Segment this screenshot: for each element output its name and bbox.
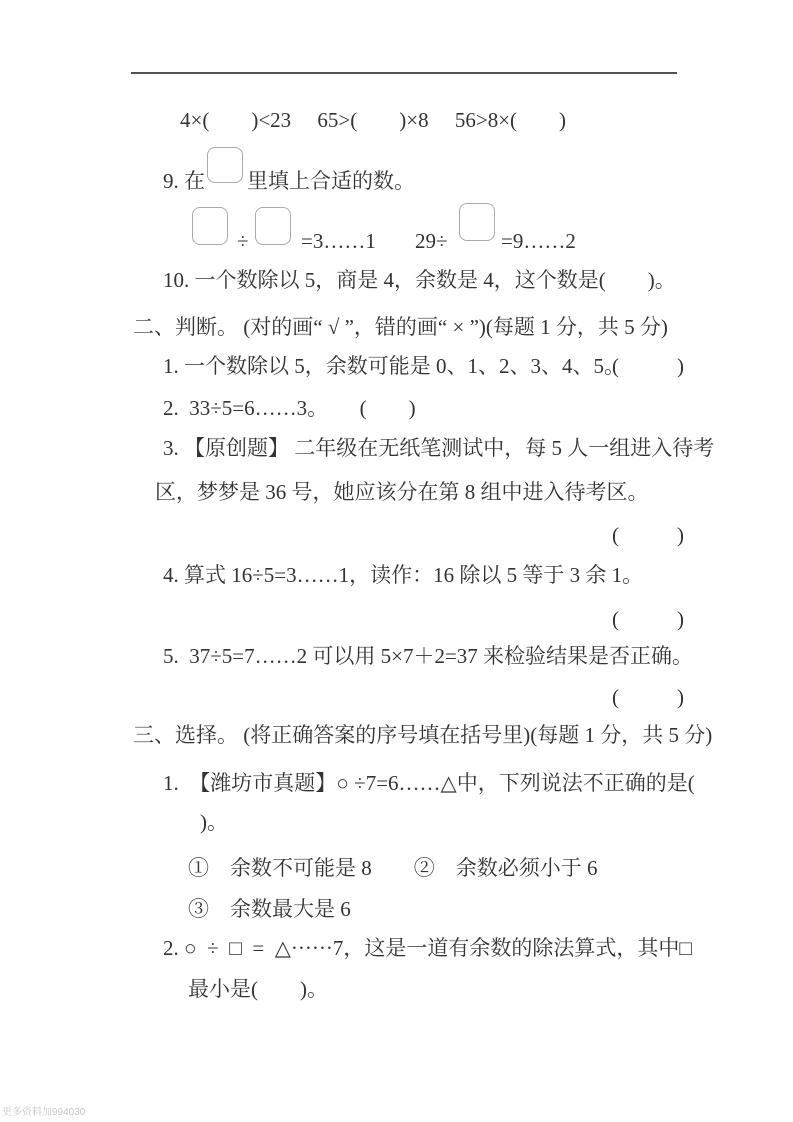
- s2-q1-answer-bracket: ( ): [612, 354, 685, 378]
- s2-q1-line: 1. 一个数除以 5，余数可能是 0、1、2、3、4、5。: [163, 354, 625, 378]
- s2-q2-line: 2. 33÷5=6……3。 ( ): [163, 396, 416, 420]
- s3-q2-line-2: 最小是( )。: [188, 977, 328, 1001]
- s3-q1-line-1: 1. 【潍坊市真题】○ ÷7=6……△中，下列说法不正确的是(: [163, 771, 695, 795]
- q10-line: 10. 一个数除以 5，商是 4，余数是 4，这个数是( )。: [163, 268, 676, 292]
- dividend-29-text: 29÷: [415, 229, 448, 253]
- division-answer-box-2: [255, 207, 291, 245]
- section2-heading: 二、判断。 (对的画“ √ ”，错的画“ × ”)(每题 1 分，共 5 分): [133, 315, 668, 339]
- q9-prefix-text: 9. 在: [163, 169, 205, 193]
- division-answer-box-3: [459, 203, 495, 241]
- equation-result-2: =9……2: [501, 229, 576, 253]
- equation-result-1: =3……1: [301, 229, 376, 253]
- s2-q5-line: 5. 37÷5=7……2 可以用 5×7＋2=37 来检验结果是否正确。: [163, 644, 694, 668]
- s2-q3-line-2: 区，梦梦是 36 号，她应该分在第 8 组中进入待考区。: [155, 480, 649, 504]
- s2-q5-answer-bracket: ( ): [612, 685, 685, 709]
- q9-suffix-text: 里填上合适的数。: [247, 169, 415, 193]
- s2-q3-answer-bracket: ( ): [612, 523, 685, 547]
- division-answer-box-1: [192, 207, 228, 245]
- s3-q1-options-1-2: ① 余数不可能是 8 ② 余数必须小于 6: [188, 856, 598, 880]
- s3-q1-line-2: )。: [200, 810, 228, 834]
- s2-q4-line: 4. 算式 16÷5=3……1，读作：16 除以 5 等于 3 余 1。: [163, 563, 644, 587]
- divide-sign: ÷: [237, 229, 249, 253]
- s2-q3-line-1: 3. 【原创题】 二年级在无纸笔测试中，每 5 人一组进入待考: [163, 436, 715, 460]
- s3-q1-option-3: ③ 余数最大是 6: [188, 897, 351, 921]
- section3-heading: 三、选择。 (将正确答案的序号填在括号里)(每题 1 分，共 5 分): [133, 723, 713, 747]
- q9-answer-box: [207, 147, 243, 183]
- top-divider-rule: [131, 72, 677, 74]
- s3-q2-line-1: 2. ○ ÷ □ = △······7，这是一道有余数的除法算式，其中□: [163, 936, 693, 960]
- q8-blanks-line: 4×( )<23 65>( )×8 56>8×( ): [180, 108, 567, 132]
- watermark-text: 更多资料加994030: [2, 1107, 86, 1118]
- s2-q4-answer-bracket: ( ): [612, 607, 685, 631]
